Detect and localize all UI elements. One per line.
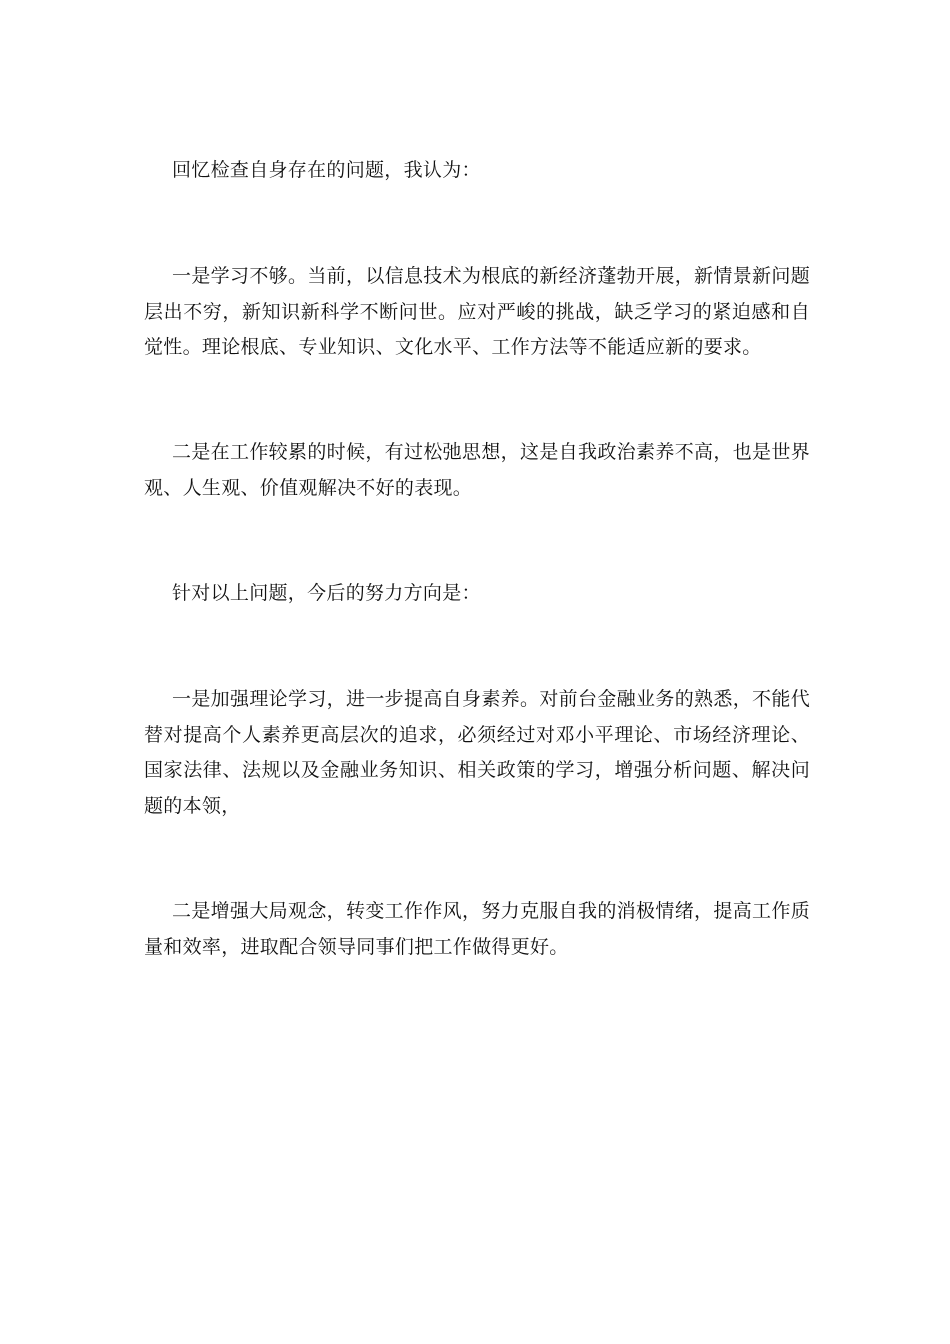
paragraph-problem-two: 二是在工作较累的时候，有过松弛思想，这是自我政治素养不高，也是世界观、人生观、价值观解决不好的表现。 — [144, 441, 810, 499]
paragraph-direction-two: 二是增强大局观念，转变工作作风，努力克服自我的消极情绪，提高工作质量和效率，进取配合领导同事们把工作做得更好。 — [144, 900, 810, 958]
paragraph-problem-one: 一是学习不够。当前，以信息技术为根底的新经济蓬勃开展，新情景新问题层出不穷，新知识新科学不断问世。应对严峻的挑战，缺乏学习的紧迫感和自觉性。理论根底、专业知识、文化水平、工作方法等不能适应新的要求。 — [144, 265, 810, 358]
paragraph-self-review-intro: 回忆检查自身存在的问题，我认为： — [172, 159, 481, 181]
paragraph-direction-intro: 针对以上问题，今后的努力方向是： — [172, 582, 481, 604]
paragraph-direction-one: 一是加强理论学习，进一步提高自身素养。对前台金融业务的熟悉，不能代替对提高个人素养更高层次的追求，必须经过对邓小平理论、市场经济理论、国家法律、法规以及金融业务知识、相关政策的学习，增强分析问题、解决问题的本领， — [144, 688, 810, 817]
